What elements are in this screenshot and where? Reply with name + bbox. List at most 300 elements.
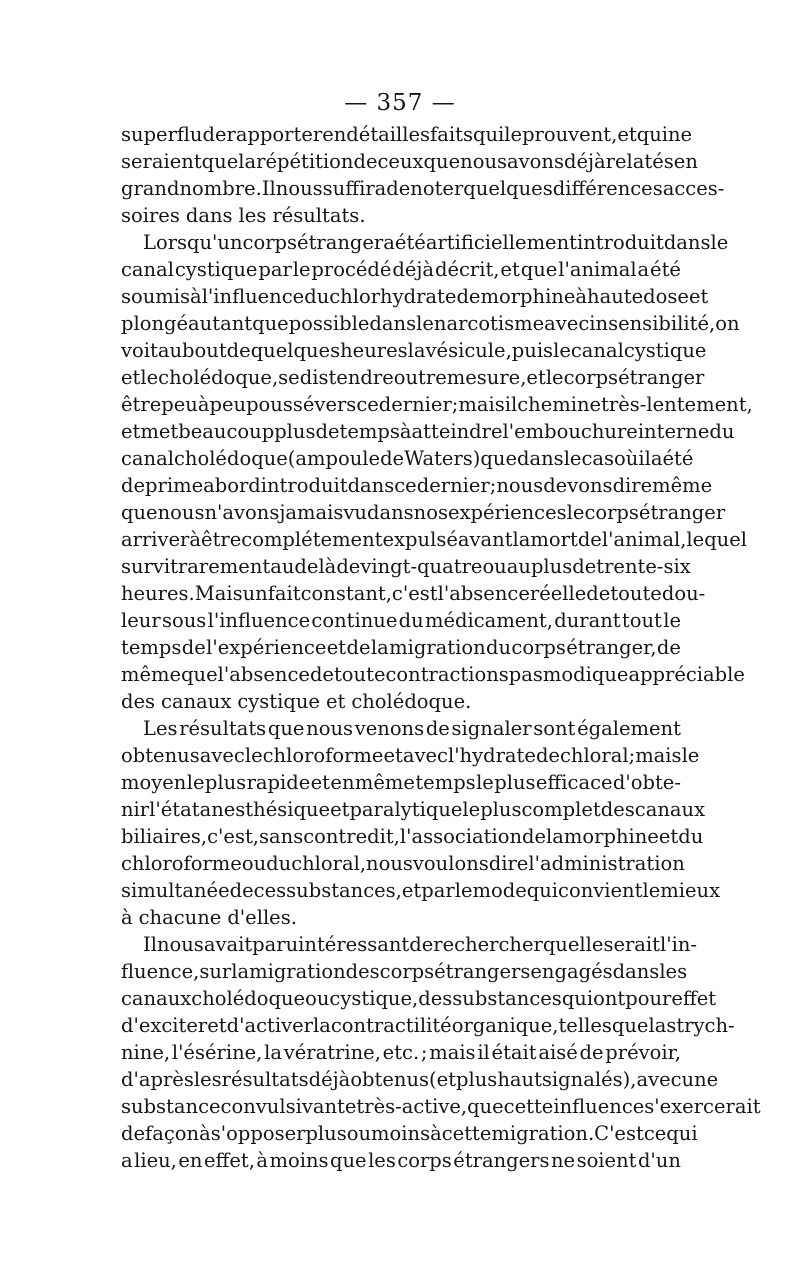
word: a (650, 447, 663, 470)
word: que (480, 447, 517, 470)
word: lequel (686, 528, 748, 551)
word: à (199, 1122, 211, 1145)
word: à (197, 393, 210, 416)
word: on (715, 312, 740, 335)
word: nombre. (179, 177, 262, 200)
word: que (201, 150, 239, 173)
word: avec (199, 744, 245, 767)
word: à (430, 1122, 442, 1145)
word: a (121, 1149, 133, 1172)
word: canal (121, 258, 174, 281)
text-line (121, 121, 693, 148)
word: nous (156, 933, 204, 956)
word: etc. (382, 1041, 420, 1064)
word: plus (305, 1122, 347, 1145)
word: étranger, (566, 636, 657, 659)
word: canaux (161, 690, 232, 713)
word: réelle (529, 582, 587, 605)
word: prouvent, (522, 123, 618, 146)
word: des (600, 798, 635, 821)
word: que (121, 501, 158, 524)
word: le (663, 609, 681, 632)
word: insensibilité, (589, 312, 716, 335)
word: de (229, 879, 254, 902)
word: corps (511, 636, 566, 659)
word: l'influence (201, 285, 305, 308)
word: vers (314, 393, 357, 416)
word: nous (306, 717, 354, 740)
word: le (563, 447, 582, 470)
word: quelques (250, 339, 341, 362)
word: et (326, 636, 347, 659)
text-line (121, 1147, 681, 1174)
word: ne (550, 1149, 576, 1172)
word: même (652, 474, 713, 497)
word: et (401, 879, 422, 902)
word: une (681, 1068, 719, 1091)
word: nous (275, 177, 323, 200)
word: chloroforme (121, 852, 242, 875)
word: heures (340, 339, 408, 362)
word: de (586, 582, 611, 605)
word: dernier (378, 393, 452, 416)
word: substances, (286, 879, 402, 902)
word: de (353, 150, 378, 173)
word: la (370, 636, 389, 659)
text-line (121, 526, 748, 553)
text-line (121, 364, 705, 391)
word: plongé (121, 312, 189, 335)
word: avec (636, 1068, 682, 1091)
word: plus (494, 771, 536, 794)
word: toute (333, 663, 386, 686)
word: influence (553, 1095, 645, 1118)
word: corps (563, 366, 619, 389)
text-line (121, 310, 740, 337)
word: contractilité (330, 1014, 452, 1037)
word: à (256, 1149, 269, 1172)
text-line (121, 580, 706, 607)
text-line (121, 391, 753, 418)
word: que (267, 717, 305, 740)
word: et (383, 744, 403, 767)
word: avait (203, 933, 253, 956)
word: le (140, 366, 159, 389)
word: convient (558, 879, 643, 902)
word: moins (371, 1122, 431, 1145)
word: tout (621, 609, 662, 632)
word: heures. (121, 582, 195, 605)
word: à (575, 285, 588, 308)
word: chlorhydrate (329, 285, 457, 308)
text-line (121, 499, 726, 526)
word: plus (530, 555, 573, 578)
word: au (506, 555, 531, 578)
word: cystique, (329, 987, 419, 1010)
word: de (121, 474, 146, 497)
word: de (535, 744, 560, 767)
word: atteindre (411, 420, 503, 443)
word: rarement (177, 555, 271, 578)
word: à (399, 420, 412, 443)
word: que (423, 150, 461, 173)
word: l'expérience (206, 636, 327, 659)
word: (ampoule (287, 447, 381, 470)
word: dose (643, 285, 689, 308)
word: avec (544, 312, 590, 335)
word: possible (288, 312, 370, 335)
word: ne (668, 123, 693, 146)
word: chloral, (291, 852, 367, 875)
word: cas (581, 447, 615, 470)
word: a (637, 258, 650, 281)
word: le (545, 366, 564, 389)
word: de (315, 420, 340, 443)
word: un (242, 582, 268, 605)
word: en (330, 771, 355, 794)
word: jamais (279, 501, 344, 524)
word: la (238, 150, 257, 173)
word: vératrine, (283, 1041, 381, 1064)
word: différences (552, 177, 663, 200)
word: ; (628, 744, 636, 767)
word: temps (121, 636, 182, 659)
word: cholédoque. (351, 690, 472, 713)
word: rapide (246, 771, 311, 794)
word: résultats (179, 717, 267, 740)
text-line (121, 985, 717, 1012)
word: canaux (121, 987, 192, 1010)
word: déjà (563, 150, 606, 173)
word: la (312, 1014, 331, 1037)
word: le (186, 771, 205, 794)
word: qui (473, 123, 505, 146)
word: plus (480, 798, 522, 821)
word: était (491, 1041, 537, 1064)
word: constant, (300, 582, 392, 605)
word: Il (261, 177, 276, 200)
word: de (522, 825, 547, 848)
word: vésicule, (425, 339, 512, 362)
word: leur (121, 609, 161, 632)
text-line (121, 202, 681, 229)
word: de (656, 636, 681, 659)
text-line (121, 634, 681, 661)
word: il (504, 393, 518, 416)
text-line (121, 742, 700, 769)
word: ou (305, 987, 330, 1010)
word: aisé (538, 1041, 578, 1064)
word: complétement (241, 528, 383, 551)
word: soumis (121, 285, 191, 308)
text-line (121, 553, 691, 580)
word: suffira (322, 177, 387, 200)
word: ; (489, 474, 497, 497)
word: été (662, 447, 694, 470)
word: temps (339, 420, 400, 443)
word: nous (157, 501, 205, 524)
word: de (409, 933, 434, 956)
word: étranger (638, 501, 726, 524)
word: il (477, 1041, 490, 1064)
text-line (121, 877, 721, 904)
word: cholédoque (173, 447, 288, 470)
word: ce (394, 474, 417, 497)
word: à (190, 285, 202, 308)
word: narcotisme (433, 312, 545, 335)
word: de (577, 528, 602, 551)
word: été (650, 258, 681, 281)
word: la (512, 528, 531, 551)
word: interne (637, 420, 710, 443)
word: s'opposer (210, 1122, 306, 1145)
word: mort (530, 528, 578, 551)
word: ; (451, 393, 459, 416)
word: la (264, 1041, 282, 1064)
word: quelle (542, 933, 604, 956)
word: nous (460, 150, 508, 173)
word: cette (503, 1095, 554, 1118)
word: ont (593, 987, 626, 1010)
word: continue (311, 609, 398, 632)
word: du (678, 825, 704, 848)
text-line (121, 850, 685, 877)
word: avant (457, 528, 513, 551)
word: l'hydrate (447, 744, 536, 767)
word: l'administration (528, 852, 685, 875)
text-line (121, 1120, 698, 1147)
word: les (402, 123, 431, 146)
word: chloral (559, 744, 629, 767)
word: et (330, 798, 350, 821)
word: corps (397, 1149, 452, 1172)
word: migration (389, 636, 486, 659)
word: dans (612, 960, 660, 983)
text-line (121, 607, 681, 634)
word: appréciable (628, 663, 745, 686)
word: et (207, 1014, 227, 1037)
word: sous (161, 609, 207, 632)
word: corps (242, 231, 298, 254)
word: acces- (662, 177, 725, 200)
word: substances (452, 987, 562, 1010)
word: de (425, 717, 450, 740)
word: le (642, 879, 661, 902)
word: Lorsqu'un (143, 231, 243, 254)
word: nos (413, 501, 448, 524)
word: ce (356, 393, 379, 416)
word: obtenus (121, 744, 200, 767)
word: obtenus (350, 1068, 430, 1091)
word: effet (671, 987, 717, 1010)
word: moyen (121, 771, 187, 794)
word: nous (496, 474, 544, 497)
word: de (386, 177, 411, 200)
word: que (181, 663, 218, 686)
word: étranger (618, 366, 705, 389)
word: d'elles. (227, 906, 297, 929)
word: cholédoque (191, 987, 306, 1010)
word: détail (346, 123, 403, 146)
word: qui (526, 879, 559, 902)
word: morphine (480, 285, 576, 308)
word: étranger (297, 231, 384, 254)
word: de (456, 285, 481, 308)
word: strych- (666, 1014, 735, 1037)
word: procédé (311, 258, 392, 281)
word: engagés (530, 960, 613, 983)
word: l'association (399, 825, 523, 848)
word: du (486, 636, 512, 659)
word: médicament, (425, 609, 553, 632)
word: autant (188, 312, 253, 335)
word: devons (543, 474, 613, 497)
word: prévoir, (605, 1041, 681, 1064)
word: et (121, 366, 141, 389)
word: biliaires, (121, 825, 208, 848)
word: n'avons (204, 501, 280, 524)
text-line (121, 1066, 719, 1093)
word: abord (203, 474, 261, 497)
word: plus (204, 771, 247, 794)
word: vingt-quatre (360, 555, 483, 578)
word: Mais (194, 582, 243, 605)
word: également (577, 717, 681, 740)
word: en (178, 1149, 203, 1172)
word: ceux (377, 150, 424, 173)
word: vu (343, 501, 367, 524)
word: façon (145, 1122, 200, 1145)
text-line (121, 175, 725, 202)
word: résultats (221, 1068, 309, 1091)
word: les (193, 1068, 222, 1091)
word: résultats. (272, 204, 366, 227)
word: introduit (260, 474, 348, 497)
word: expériences (447, 501, 567, 524)
word: le (681, 744, 700, 767)
word: le (416, 312, 434, 335)
word: la (546, 825, 564, 848)
word: contraction (385, 663, 499, 686)
word: anesthésique (199, 798, 331, 821)
body-text (121, 121, 761, 1174)
word: voulons (412, 852, 489, 875)
word: faits (430, 123, 473, 146)
word: trente-six (596, 555, 691, 578)
text-line (121, 769, 681, 796)
word: de (572, 555, 597, 578)
word: nir (121, 798, 150, 821)
word: cystique (174, 258, 258, 281)
word: ou (482, 555, 507, 578)
word: d'un (637, 1149, 681, 1172)
word: efficace (535, 771, 613, 794)
text-line (121, 445, 694, 472)
word: chemine (517, 393, 602, 416)
word: l'absence (437, 582, 530, 605)
word: étrangers (434, 960, 531, 983)
word: fluence, (121, 960, 200, 983)
word: dans (347, 474, 395, 497)
word: mieux (660, 879, 721, 902)
word: paru (252, 933, 299, 956)
text-line (121, 472, 713, 499)
word: les (238, 204, 267, 227)
word: se (278, 366, 300, 389)
word: le (462, 798, 481, 821)
text-line (121, 148, 698, 175)
word: que (611, 1014, 649, 1037)
page-number: — 357 — (344, 90, 456, 116)
word: de (226, 339, 251, 362)
word: mais (458, 393, 505, 416)
word: sur (199, 960, 232, 983)
word: dernier (416, 474, 490, 497)
word: le (292, 258, 311, 281)
word: c'est, (207, 825, 259, 848)
word: des (345, 960, 380, 983)
word: le (244, 744, 263, 767)
word: du (398, 609, 424, 632)
text-line (121, 931, 697, 958)
word: fait (267, 582, 301, 605)
word: outre (393, 366, 447, 389)
word: et (617, 123, 637, 146)
word: a (383, 231, 395, 254)
word: le (553, 339, 571, 362)
word: spasmodique (498, 663, 629, 686)
word: très-active, (356, 1095, 468, 1118)
word: superflu (121, 123, 203, 146)
word: mode (472, 879, 527, 902)
word: puis (511, 339, 554, 362)
word: le (710, 231, 729, 254)
word: relatés (605, 150, 674, 173)
word: grand (121, 177, 180, 200)
text-line (121, 256, 681, 283)
word: canal (121, 447, 174, 470)
word: haute (587, 285, 644, 308)
word: été (394, 231, 426, 254)
word: corps (379, 960, 435, 983)
word: de (579, 1041, 604, 1064)
word: étrangers (453, 1149, 550, 1172)
word: de (181, 636, 206, 659)
word: dans (185, 204, 233, 227)
word: serait (603, 933, 661, 956)
word: arriver (121, 528, 190, 551)
text-line (121, 1039, 681, 1066)
word: la (231, 960, 250, 983)
text-line (121, 688, 681, 715)
word: à (121, 906, 133, 929)
text-line (121, 661, 745, 688)
word: bout (182, 339, 227, 362)
word: l'ésérine, (171, 1041, 263, 1064)
text-line (121, 796, 706, 823)
word: quelques (463, 177, 553, 200)
word: (et (429, 1068, 457, 1091)
word: poussé (246, 393, 315, 416)
word: migration (249, 960, 346, 983)
word: substance (121, 1095, 221, 1118)
word: des (418, 987, 453, 1010)
word: avons (507, 150, 564, 173)
word: moins (269, 1149, 329, 1172)
word: que (252, 312, 289, 335)
word: soires (121, 204, 180, 227)
word: nine, (121, 1041, 171, 1064)
